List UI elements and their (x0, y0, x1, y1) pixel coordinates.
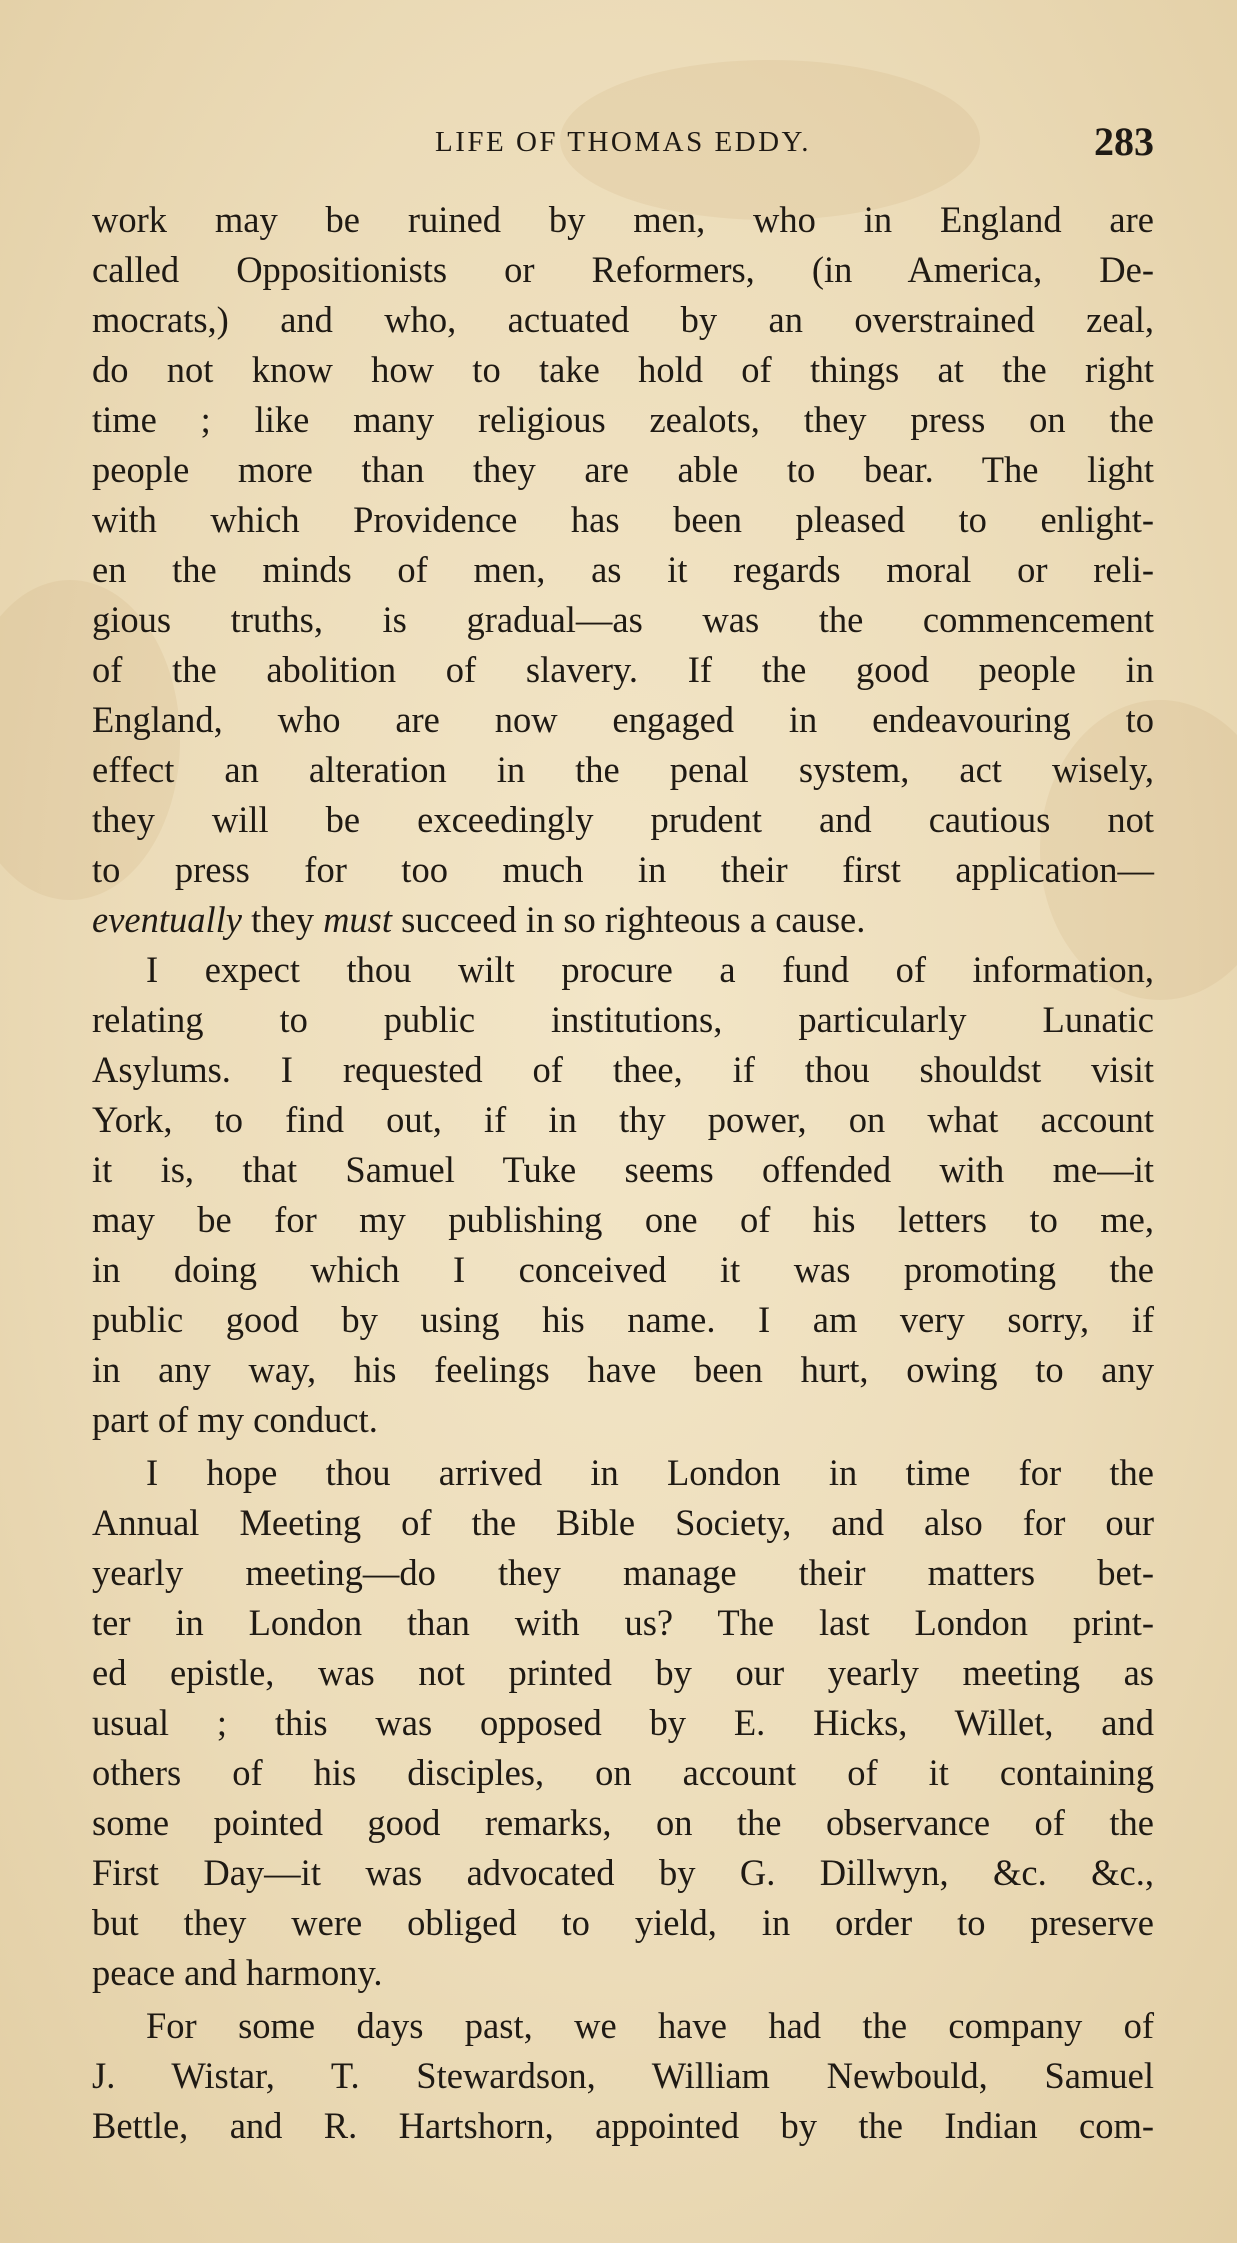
paragraph-1 (92, 195, 1154, 945)
text-line: in any way, his feelings have been hurt, owing to any (92, 1349, 1154, 1390)
text-line: Annual Meeting of the Bible Society, and also for our (92, 1502, 1154, 1543)
text-line: peace and harmony. (92, 1952, 383, 1993)
text-line: part of my conduct. (92, 1399, 378, 1440)
text-line: ed epistle, was not printed by our yearly meeting as (92, 1652, 1154, 1693)
italic-word: must (323, 899, 393, 940)
text-line: usual ; this was opposed by E. Hicks, Willet, and (92, 1702, 1154, 1743)
text-line: time ; like many religious zealots, they press on the (92, 399, 1154, 440)
italic-word: eventually (92, 899, 242, 940)
text-line: called Oppositionists or Reformers, (in America, De- (92, 249, 1154, 290)
text-line: mocrats,) and who, actuated by an overstrained zeal, (92, 299, 1154, 340)
text-line: ter in London than with us? The last London print- (92, 1602, 1154, 1643)
text-fragment: succeed in so righteous a cause. (392, 899, 866, 940)
text-line: Asylums. I requested of thee, if thou shouldst visit (92, 1049, 1154, 1090)
text-line: For some days past, we have had the company of (146, 2005, 1154, 2046)
text-line: others of his disciples, on account of it containing (92, 1752, 1154, 1793)
text-line: Bettle, and R. Hartshorn, appointed by the Indian com- (92, 2105, 1154, 2146)
text-line: relating to public institutions, particularly Lunatic (92, 999, 1154, 1040)
text-line: First Day—it was advocated by G. Dillwyn, &c. &c., (92, 1852, 1154, 1893)
body-text (92, 195, 1154, 2151)
paragraph-4 (92, 2001, 1154, 2151)
page-number: 283 (1094, 119, 1154, 164)
text-line: I hope thou arrived in London in time for the (146, 1452, 1154, 1493)
text-line: with which Providence has been pleased to enlight- (92, 499, 1154, 540)
text-line: in doing which I conceived it was promoting the (92, 1249, 1154, 1290)
page-header (92, 118, 1154, 168)
paragraph-2 (92, 945, 1154, 1445)
text-line: gious truths, is gradual—as was the commencement (92, 599, 1154, 640)
text-line: may be for my publishing one of his letters to me, (92, 1199, 1154, 1240)
text-line: to press for too much in their first application— (92, 849, 1154, 890)
text-line: they will be exceedingly prudent and cautious not (92, 799, 1154, 840)
text-line: people more than they are able to bear. The light (92, 449, 1154, 490)
text-line: J. Wistar, T. Stewardson, William Newbould, Samuel (92, 2055, 1154, 2096)
text-line: some pointed good remarks, on the observance of the (92, 1802, 1154, 1843)
text-line: do not know how to take hold of things at the right (92, 349, 1154, 390)
text-line: yearly meeting—do they manage their matters bet- (92, 1552, 1154, 1593)
text-line: England, who are now engaged in endeavouring to (92, 699, 1154, 740)
text-line: I expect thou wilt procure a fund of information, (146, 949, 1154, 990)
text-line: public good by using his name. I am very sorry, if (92, 1299, 1154, 1340)
text-line: of the abolition of slavery. If the good people in (92, 649, 1154, 690)
text-fragment: they (241, 899, 324, 940)
text-line: en the minds of men, as it regards moral or reli- (92, 549, 1154, 590)
text-line: York, to find out, if in thy power, on what account (92, 1099, 1154, 1140)
text-line: it is, that Samuel Tuke seems offended with me—it (92, 1149, 1154, 1190)
running-head: LIFE OF THOMAS EDDY. (434, 126, 812, 158)
text-line: effect an alteration in the penal system, act wisely, (92, 749, 1154, 790)
text-line: work may be ruined by men, who in England are (92, 199, 1154, 240)
text-line-final (92, 895, 1154, 945)
text-line: but they were obliged to yield, in order to preserve (92, 1902, 1154, 1943)
paragraph-3 (92, 1448, 1154, 1998)
